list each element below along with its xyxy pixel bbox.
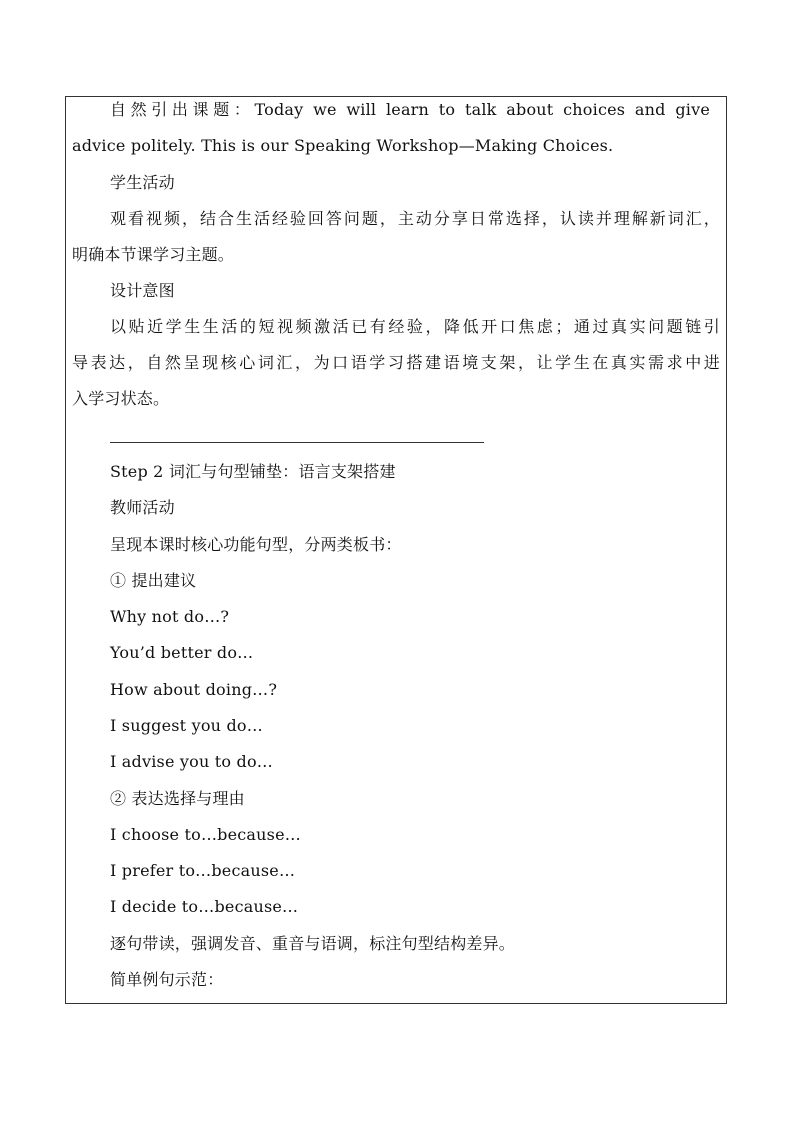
group1-item: How about doing…? (110, 680, 278, 699)
step2-title: Step 2 词汇与句型铺垫：语言支架搭建 (110, 462, 396, 481)
group1-item: I suggest you do… (110, 716, 263, 735)
group1-item: You’d better do… (110, 643, 254, 662)
student-activity-heading: 学生活动 (110, 173, 175, 192)
design-intent-line-3: 入学习状态。 (72, 389, 170, 408)
intro-line-2: advice politely. This is our Speaking Workshop—Making Choices. (72, 136, 614, 155)
practice-instruction: 逐句带读，强调发音、重音与语调，标注句型结构差异。 (110, 934, 516, 953)
example-heading: 简单例句示范： (110, 970, 224, 989)
group2-item: I prefer to…because… (110, 861, 296, 880)
student-activity-line-2: 明确本节课学习主题。 (72, 245, 235, 264)
group2-label: ② 表达选择与理由 (110, 789, 245, 808)
group2-item: I choose to…because… (110, 825, 301, 844)
group1-item: I advise you to do… (110, 752, 273, 771)
intro-line-1: 自然引出课题：Today we will learn to talk about choices and give (110, 100, 710, 119)
teacher-activity-heading: 教师活动 (110, 498, 175, 517)
design-intent-heading: 设计意图 (110, 281, 175, 300)
student-activity-line-1: 观看视频，结合生活经验回答问题，主动分享日常选择，认读并理解新词汇， (110, 209, 720, 228)
step2-intro: 呈现本课时核心功能句型，分两类板书： (110, 535, 402, 554)
design-intent-line-2: 导表达，自然呈现核心词汇，为口语学习搭建语境支架，让学生在真实需求中进 (72, 353, 720, 372)
group2-item: I decide to…because… (110, 897, 299, 916)
group1-item: Why not do…? (110, 607, 230, 626)
horizontal-divider (110, 442, 484, 443)
design-intent-line-1: 以贴近学生生活的短视频激活已有经验，降低开口焦虑；通过真实问题链引 (110, 317, 720, 336)
group1-label: ① 提出建议 (110, 571, 197, 590)
